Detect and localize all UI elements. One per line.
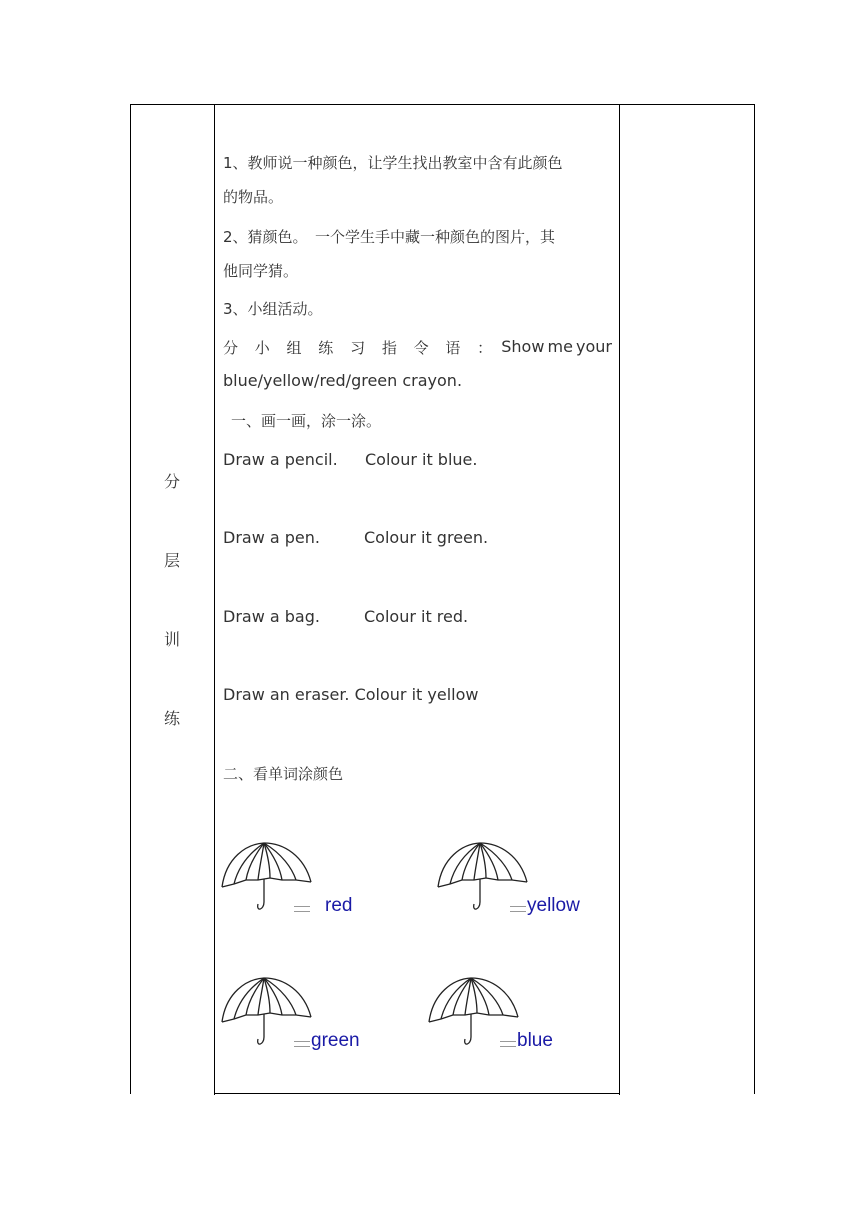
table-top-border (130, 104, 755, 105)
step-line: 1、教师说一种颜色，让学生找出教室中含有此颜色 (223, 154, 563, 172)
step-line: 3、小组活动。 (223, 300, 323, 318)
umbrella-word: blue (517, 1030, 553, 1051)
draw-instruction: Draw an eraser. Colour it yellow (223, 685, 479, 704)
umbrella-icon (436, 840, 530, 912)
side-label-char: 训 (163, 630, 180, 649)
side-label-char: 练 (163, 709, 180, 728)
umbrella-word: yellow (527, 895, 580, 916)
step-line: 2、猜颜色。 一个学生手中藏一种颜色的图片，其 (223, 228, 556, 246)
section2-title: 二、看单词涂颜色 (223, 765, 344, 783)
group-instruction-line2: blue/yellow/red/green crayon. (223, 371, 463, 390)
table-left-border (130, 104, 131, 1094)
step-line: 他同学猜。 (223, 262, 299, 280)
instruction-word: your (576, 337, 612, 356)
small-label-mark (500, 1041, 516, 1047)
small-label-mark (294, 1041, 310, 1047)
side-label-char: 层 (163, 551, 180, 570)
draw-instruction: Draw a pen. (223, 528, 320, 547)
column-divider-1 (214, 104, 215, 1095)
group-instruction-cn: 分 小 组 练 习 指 令 语 ： (223, 339, 499, 357)
umbrella-word: red (325, 895, 353, 916)
instruction-word: Show (501, 337, 545, 356)
draw-task (223, 450, 477, 469)
step-line: 的物品。 (223, 188, 284, 206)
colour-instruction: Colour it red. (364, 607, 469, 626)
section1-title: 一、画一画，涂一涂。 (231, 412, 382, 430)
instruction-word: me (547, 337, 573, 356)
draw-instruction: Draw a pencil. (223, 450, 338, 469)
side-label-char: 分 (163, 472, 180, 491)
umbrella-icon (220, 840, 314, 912)
draw-task (223, 607, 468, 626)
draw-task (223, 528, 488, 547)
colour-instruction: Colour it blue. (365, 450, 478, 469)
column-divider-2 (619, 104, 620, 1095)
middle-cell-bottom-border (214, 1093, 620, 1094)
colour-instruction: Colour it green. (364, 528, 489, 547)
draw-instruction: Draw a bag. (223, 607, 320, 626)
umbrella-word: green (311, 1030, 360, 1051)
small-label-mark (294, 906, 310, 912)
small-label-mark (510, 906, 526, 912)
umbrella-icon (427, 975, 521, 1047)
umbrella-icon (220, 975, 314, 1047)
group-instruction-line1 (223, 337, 612, 358)
draw-task (223, 685, 478, 704)
table-right-border (754, 104, 755, 1094)
